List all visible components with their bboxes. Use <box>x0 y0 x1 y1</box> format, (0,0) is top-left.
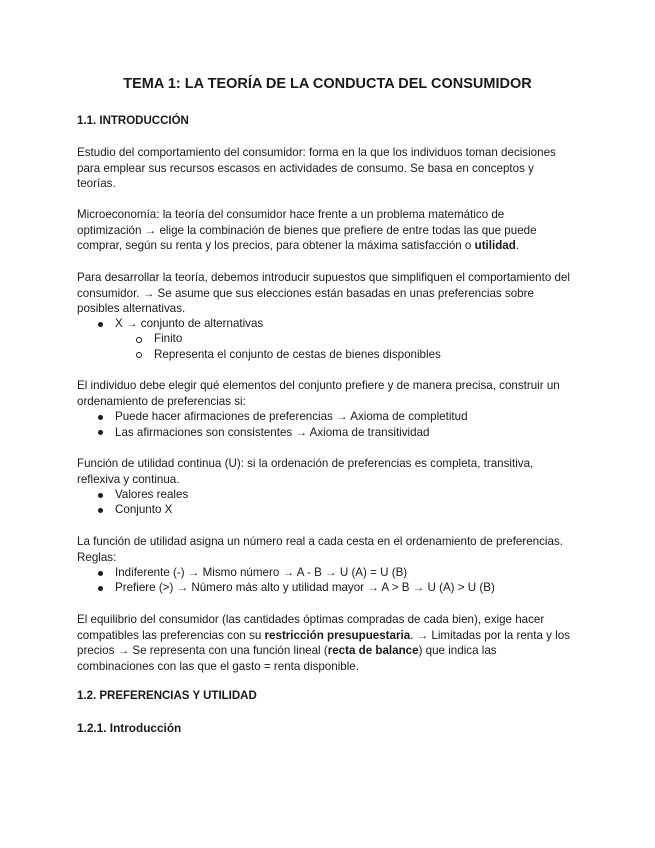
sub-list-item: Finito <box>154 332 183 345</box>
hollow-bullet-icon <box>136 352 142 358</box>
bold-term: restricción presupuestaria <box>264 628 411 642</box>
text-line: consumidor. → Se asume que sus elecciones están basadas en unas preferencias sobre <box>77 286 534 300</box>
text-line: comprar, según su renta y los precios, para obtener la máxima satisfacción o utilidad. <box>77 239 520 252</box>
hollow-bullet-icon <box>136 337 142 343</box>
text-line: Función de utilidad continua (U): si la ordenación de preferencias es completa, transitiva, <box>77 457 534 470</box>
text-line: teorías. <box>77 177 116 190</box>
list-item: Puede hacer afirmaciones de preferencias → Axioma de completitud <box>115 410 468 423</box>
list-item: Prefiere (>) → Número más alto y utilidad mayor → A > B → U (A) > U (B) <box>115 581 495 594</box>
section-heading-introduccion: 1.1. INTRODUCCIÓN <box>77 115 189 127</box>
list-item: X → conjunto de alternativas <box>115 317 264 330</box>
bullet-icon <box>98 508 103 513</box>
text-line: optimización → elige la combinación de bienes que prefiere de entre todas las que puede <box>77 223 537 237</box>
bullet-icon <box>98 322 103 327</box>
text-line: posibles alternativas. <box>77 302 186 315</box>
list-item: Las afirmaciones son consistentes → Axioma de transitividad <box>115 426 430 439</box>
text-line: reflexiva y continua. <box>77 472 180 486</box>
bullet-icon <box>98 415 103 420</box>
paragraph-reglas <box>77 534 587 565</box>
bullet-icon <box>98 430 103 435</box>
paragraph-ordenamiento <box>77 378 587 409</box>
section-heading-preferencias: 1.2. PREFERENCIAS Y UTILIDAD <box>77 690 257 702</box>
text-line: El individuo debe elegir qué elementos del conjunto prefiere y de manera precisa, construir un <box>77 379 560 392</box>
sub-list-item: Representa el conjunto de cestas de bienes disponibles <box>154 348 441 361</box>
bullet-icon <box>98 493 103 498</box>
list-item: Conjunto X <box>115 503 173 516</box>
page-title: TEMA 1: LA TEORÍA DE LA CONDUCTA DEL CONSUMIDOR <box>123 76 532 92</box>
paragraph-supuestos <box>77 270 587 317</box>
text-line: Reglas: <box>77 550 117 564</box>
paragraph-funcion-utilidad <box>77 456 587 487</box>
text-line: para emplear sus recursos escasos en actividades de consumo. Se basa en conceptos y <box>77 161 534 175</box>
text-line: ordenamiento de preferencias si: <box>77 394 246 408</box>
text-line: combinaciones con las que el gasto = renta disponible. <box>77 659 359 673</box>
paragraph-estudio <box>77 145 587 192</box>
paragraph-equilibrio <box>77 612 587 674</box>
bullet-icon <box>98 571 103 576</box>
bold-term: utilidad <box>474 239 516 252</box>
bullet-icon <box>98 586 103 591</box>
text-line: La función de utilidad asigna un número real a cada cesta en el ordenamiento de preferencias. <box>77 535 563 548</box>
text-line: Estudio del comportamiento del consumidor: forma en la que los individuos toman decisiones <box>77 146 556 159</box>
text-line: Para desarrollar la teoría, debemos introducir supuestos que simplifiquen el comportamiento del <box>77 271 570 284</box>
list-item: Indiferente (-) → Mismo número → A - B → U (A) = U (B) <box>115 566 408 579</box>
text-line: compatibles las preferencias con su restricción presupuestaria. → Limitadas por la renta y los <box>77 628 570 642</box>
text-line: Microeconomía: la teoría del consumidor hace frente a un problema matemático de <box>77 208 505 221</box>
list-item: Valores reales <box>115 488 189 501</box>
text-line: El equilibrio del consumidor (las cantidades óptimas compradas de cada bien), exige hacer <box>77 613 545 626</box>
bold-term: recta de balance <box>327 644 419 657</box>
paragraph-microeconomia <box>77 207 587 254</box>
text-line: precios → Se representa con una función lineal (recta de balance) que indica las <box>77 644 497 657</box>
subsection-heading-introduccion: 1.2.1. Introducción <box>77 721 182 735</box>
